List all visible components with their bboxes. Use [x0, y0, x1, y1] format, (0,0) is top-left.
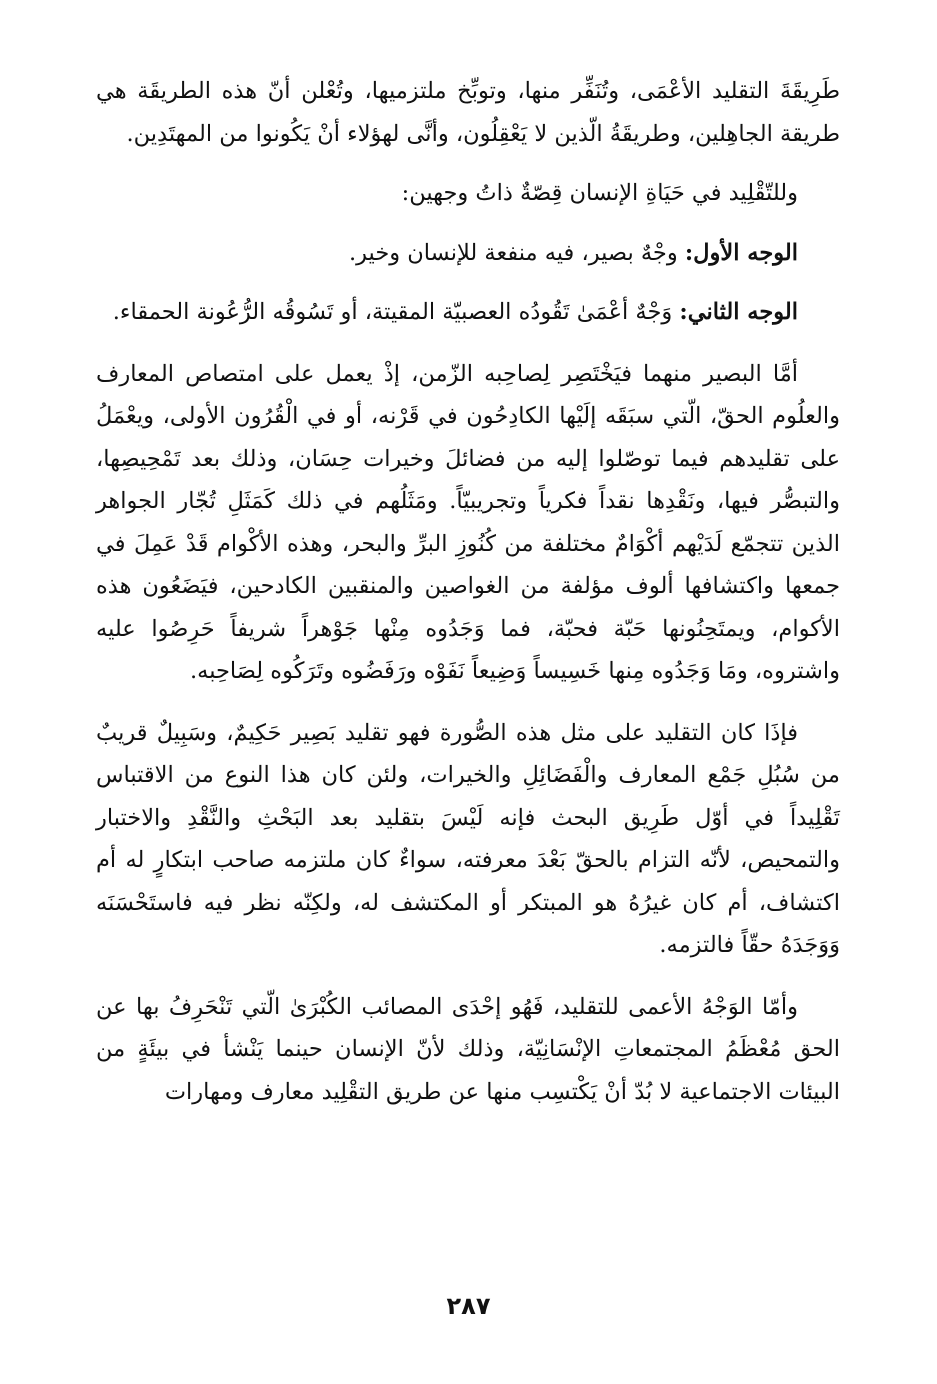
paragraph-3-text: وجْهٌ بصير، فيه منفعة للإنسان وخير.	[348, 239, 685, 266]
paragraph-4	[96, 291, 840, 334]
paragraph-1: طَرِيقَةَ التقليد الأعْمَى، وتُنَفِّر منها، وتوبِّخ ملتزميها، وتُعْلن أنّ هذه الطريقَة هي طريقة الجاهِلين، وطريقَةُ الّذين لا يَعْقِلُون، وأنَّى لهؤلاء أنْ يَكُونوا من المهتَدِين.	[96, 78, 840, 147]
paragraph-3-label: الوجه الأول:	[684, 239, 798, 266]
paragraph-4-text: وَجْهٌ أعْمَىٰ تَقُودُه العصبيّة المقيتة، أو تَسُوقُه الرُّعُونة الحمقاء.	[112, 299, 680, 325]
paragraph-2: وللتّقْلِيد في حَيَاةِ الإنسان قِصّةٌ ذاتُ وجهين:	[401, 180, 798, 206]
page-number: ٢٨٧	[446, 1292, 491, 1320]
paragraph-5: أمَّا البصير منهما فيَخْتَصِر لِصاحِبه الزّمن، إذْ يعمل على امتصاص المعارف والعلُوم الحقّ، الّتي سبَقَه إلَيْها الكادِحُون في قَرْنه، أو في الْقُرُون الأولى، ويعْمَلُ على تقليدهم فيما توصّلوا إليه من فضائلَ وخيرات حِسَان، وذلك بعد تَمْحِيصِها، والتبصُّر فيها، ونَقْدِها نقداً فكرياً وتجريبيّاً. ومَثَلُهم في ذلك كَمَثَلِ تُجّار الجواهر الذين تتجمّع لَدَيْهم أكْوَامٌ مختلفة من كُنُوزِ البرِّ والبحر، وهذه الأكْوام قَدْ عَمِلَ في جمعها واكتشافها ألوف مؤلفة من الغواصين والمنقبين الكادحين، فيَضَعُون هذه الأكوام، ويمتَحِنُونها حَبّة فحبّة، فما وَجَدُوه مِنْها جَوْهراً شريفاً حَرِصُوا عليه واشتروه، ومَا وَجَدُوه مِنها خَسِيساً وَضِيعاً نَفَوْه ورَفَضُوه وتَرَكُوه لِصَاحِبه.	[96, 360, 840, 684]
paragraph-7: وأمّا الوَجْهُ الأعمى للتقليد، فَهُو إحْدَى المصائب الكُبْرَىٰ الّتي تَنْحَرِفُ بها عن الحق مُعْظَمُ المجتمعاتِ الإنْسَانِيّة، وذلك لأنّ الإنسان حينما يَنْشأ في بيئَةٍ من البيئات الاجتماعية لا بُدّ أنْ يَكْتسِب منها عن طريق التقْلِيد معارف ومهارات	[96, 993, 840, 1105]
paragraph-3	[96, 232, 840, 275]
paragraph-6: فإذَا كان التقليد على مثل هذه الصُّورة فهو تقليد بَصِير حَكِيمٌ، وسَبِيلٌ قريبٌ من سُبُلِ جَمْع المعارف والْفَضَائِلِ والخيرات، ولئن كان هذا النوع من الاقتباس تَقْلِيداً في أوّل طَرِيق البحث فإنه لَيْسَ بتقليد بعد البَحْثِ والنَّقْدِ والاختبار والتمحيص، لأنّه التزام بالحقّ بَعْدَ معرفته، سواءٌ كان ملتزمه صاحب ابتكارٍ له أم اكتشاف، أم كان غيرُهُ هو المبتكر أو المكتشف له، ولكِنّه نظر فيه فاستَحْسَنَه وَوَجَدَهُ حقّاً فالتزمه.	[96, 719, 840, 958]
page-body	[96, 70, 840, 1113]
paragraph-4-label: الوجه الثاني:	[679, 299, 798, 325]
